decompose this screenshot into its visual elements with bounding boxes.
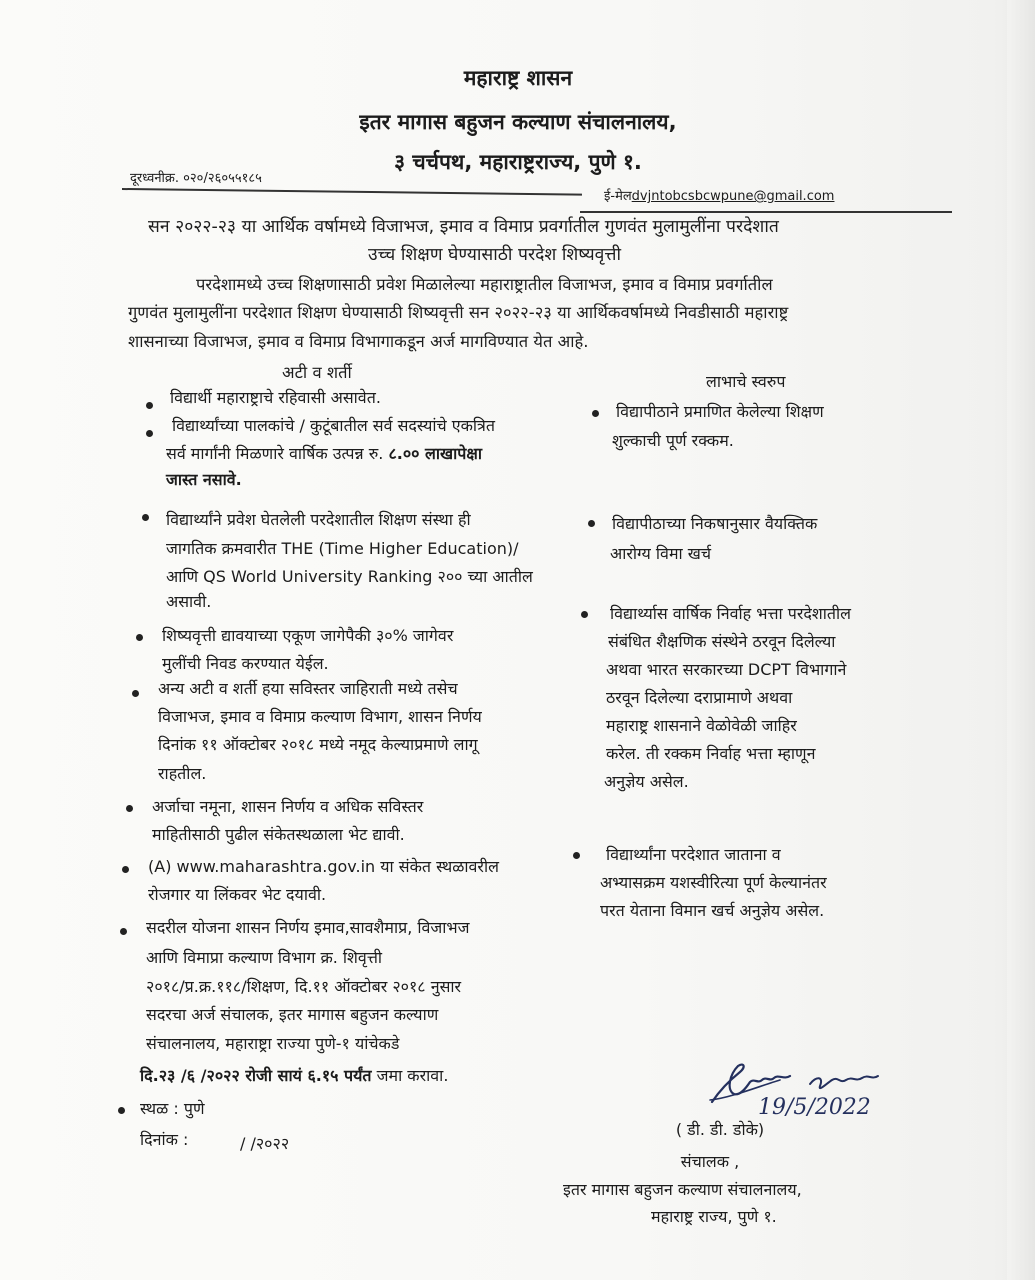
- header-address: ३ चर्चपथ, महाराष्ट्रराज्य, पुणे १.: [394, 150, 642, 174]
- bullet: [136, 634, 143, 641]
- condition-3-line1: विद्यार्थ्यांने प्रवेश घेतलेली परदेशातील शिक्षण संस्था ही: [166, 510, 471, 529]
- condition-7-line1: (A) www.maharashtra.gov.in या संकेत स्थळावरील: [148, 857, 499, 876]
- condition-3-line2: जागतिक क्रमवारीत THE (Time Higher Education)/: [166, 539, 519, 558]
- condition-3-line4: असावी.: [166, 592, 212, 611]
- signatory-address: महाराष्ट्र राज्य, पुणे १.: [651, 1207, 777, 1226]
- condition-7-line2: रोजगार या लिंकवर भेट दयावी.: [148, 885, 327, 904]
- intro-line3: शासनाच्या विजाभज, इमाव व विमाप्र विभागाकडून अर्ज मागविण्यात येत आहे.: [128, 332, 589, 351]
- condition-2-line1: विद्यार्थ्यांच्या पालकांचे / कुटूंबातील सर्व सदस्यांचे एकत्रित: [172, 416, 496, 435]
- conditions-heading: अटी व शर्ती: [282, 363, 352, 382]
- benefit-3-line1: विद्यार्थ्यास वार्षिक निर्वाह भत्ता परदेशातील: [610, 604, 852, 623]
- signatory-designation: संचालक ,: [680, 1152, 740, 1171]
- signature-date: 19/5/2022: [758, 1095, 871, 1120]
- benefit-3-line5: महाराष्ट्र शासनाने वेळोवेळी जाहिर: [606, 716, 797, 735]
- income-limit: ८.०० लाखापेक्षा: [388, 444, 482, 463]
- email-address[interactable]: dvjntobcsbcwpune@gmail.com: [631, 189, 835, 204]
- header-rule-right: [580, 211, 952, 213]
- benefit-4-line2: अभ्यासक्रम यशस्वीरित्या पूर्ण केल्यानंतर: [600, 873, 827, 892]
- benefits-heading: लाभाचे स्वरुप: [706, 372, 786, 391]
- bullet: [581, 611, 588, 618]
- header-government: महाराष्ट्र शासन: [463, 66, 573, 90]
- bullet: [126, 805, 133, 812]
- condition-5-line4: राहतील.: [158, 764, 207, 783]
- header-rule-left: [122, 188, 582, 196]
- benefit-3-line6: करेल. ती रक्कम निर्वाह भत्ता म्हाणून: [606, 744, 816, 763]
- benefit-4-line3: परत येताना विमान खर्च अनुज्ञेय असेल.: [600, 901, 825, 920]
- benefit-2-line1: विद्यापीठाच्या निकषानुसार वैयक्तिक: [612, 514, 818, 533]
- condition-8-line6: [140, 1062, 448, 1090]
- bullet: [118, 1107, 125, 1114]
- benefit-4-line1: विद्यार्थ्यांना परदेशात जाताना व: [606, 845, 781, 864]
- bullet: [142, 514, 149, 521]
- deadline-tail: जमा करावा.: [371, 1066, 449, 1085]
- condition-1-line1: विद्यार्थी महाराष्ट्राचे रहिवासी असावेत.: [170, 388, 381, 407]
- bullet: [573, 852, 580, 859]
- bullet: [132, 690, 139, 697]
- bullet: [588, 520, 595, 527]
- benefit-3-line3: अथवा भारत सरकारच्या DCPT विभागाने: [606, 660, 847, 679]
- intro-line2: गुणवंत मुलामुलींना परदेशात शिक्षण घेण्यासाठी शिष्यवृत्ती सन २०२२-२३ या आर्थिकवर्षामध्ये निवडीसाठी महाराष्ट्र: [128, 303, 789, 322]
- notice-title-line1: सन २०२२-२३ या आर्थिक वर्षामध्ये विजाभज, इमाव व विमाप्र प्रवर्गातील गुणवंत मुलामुलींना परदेशात: [148, 217, 779, 237]
- condition-5-line1: अन्य अटी व शर्ती हया सविस्तर जाहिराती मध्ये तसेच: [158, 679, 458, 698]
- phone-number: दूरध्वनीक्र. ०२०/२६०५५१८५: [130, 171, 262, 186]
- benefit-3-line4: ठरवून दिलेल्या दराप्रामाणे अथवा: [606, 688, 793, 707]
- signatory-name: ( डी. डी. डोके): [675, 1120, 765, 1139]
- condition-2-line3: जास्त नसावे.: [166, 470, 242, 489]
- intro-line1: परदेशामध्ये उच्च शिक्षणासाठी प्रवेश मिळालेल्या महाराष्ट्रातील विजाभज, इमाव व विमाप्र प्रवर्गातील: [196, 275, 773, 294]
- email-line: [604, 186, 834, 204]
- condition-8-line3: २०१८/प्र.क्र.११८/शिक्षण, दि.११ ऑक्टोबर २०१८ नुसार: [146, 977, 462, 996]
- notice-title-line2: उच्च शिक्षण घेण्यासाठी परदेश शिष्यवृत्ती: [368, 245, 622, 265]
- benefit-2-line2: आरोग्य विमा खर्च: [610, 544, 711, 563]
- email-label: ई-मेल: [604, 189, 632, 204]
- benefit-3-line7: अनुज्ञेय असेल.: [604, 772, 689, 791]
- bullet: [146, 402, 153, 409]
- condition-5-line3: दिनांक ११ ऑक्टोबर २०१८ मध्ये नमूद केल्याप्रमाणे लागू: [158, 735, 478, 754]
- condition-5-line2: विजाभज, इमाव व विमाप्र कल्याण विभाग, शासन निर्णय: [158, 707, 482, 726]
- handwritten-signature: [700, 1050, 900, 1120]
- condition-2-line2-text: सर्व मार्गांनी मिळणारे वार्षिक उत्पन्न रु.: [166, 444, 389, 463]
- date-label: दिनांक :: [140, 1130, 189, 1149]
- condition-8-line1: सदरील योजना शासन निर्णय इमाव,सावशैमाप्र, विजाभज: [146, 918, 470, 937]
- condition-2-line2: [166, 440, 482, 468]
- condition-4-line1: शिष्यवृत्ती द्यावयाच्या एकूण जागेपैकी ३०% जागेवर: [162, 626, 454, 645]
- benefit-1-line2: शुल्काची पूर्ण रक्कम.: [612, 431, 734, 450]
- benefit-1-line1: विद्यापीठाने प्रमाणित केलेल्या शिक्षण: [616, 402, 824, 421]
- condition-4-line2: मुलींची निवड करण्यात येईल.: [162, 654, 329, 673]
- signature-scribble: [700, 1050, 900, 1120]
- condition-3-line3: आणि QS World University Ranking २०० च्या आतील: [166, 567, 533, 586]
- header-directorate: इतर मागास बहुजन कल्याण संचालनालय,: [359, 110, 677, 134]
- condition-8-line2: आणि विमाप्रा कल्याण विभाग क्र. शिवृत्ती: [146, 948, 383, 967]
- bullet: [120, 928, 127, 935]
- deadline: दि.२३ /६ /२०२२ रोजी सायं ६.१५ पर्यंत: [140, 1066, 372, 1085]
- bullet: [592, 410, 599, 417]
- condition-8-line4: सदरचा अर्ज संचालक, इतर मागास बहुजन कल्याण: [146, 1005, 439, 1024]
- benefit-3-line2: संबंधित शैक्षणिक संस्थेने ठरवून दिलेल्या: [608, 632, 836, 651]
- condition-8-line5: संचालनालय, महाराष्ट्रा राज्या पुणे-१ यांचेकडे: [146, 1034, 400, 1053]
- bullet: [146, 430, 153, 437]
- bullet: [122, 866, 129, 873]
- condition-6-line1: अर्जाचा नमूना, शासन निर्णय व अधिक सविस्तर: [152, 797, 424, 816]
- page-edge-shadow: [1007, 0, 1035, 1280]
- place: स्थळ : पुणे: [140, 1099, 205, 1118]
- condition-6-line2: माहितीसाठी पुढील संकेतस्थळाला भेट द्यावी.: [152, 825, 405, 844]
- date-value: / /२०२२: [240, 1134, 290, 1153]
- signatory-office: इतर मागास बहुजन कल्याण संचालनालय,: [563, 1180, 802, 1199]
